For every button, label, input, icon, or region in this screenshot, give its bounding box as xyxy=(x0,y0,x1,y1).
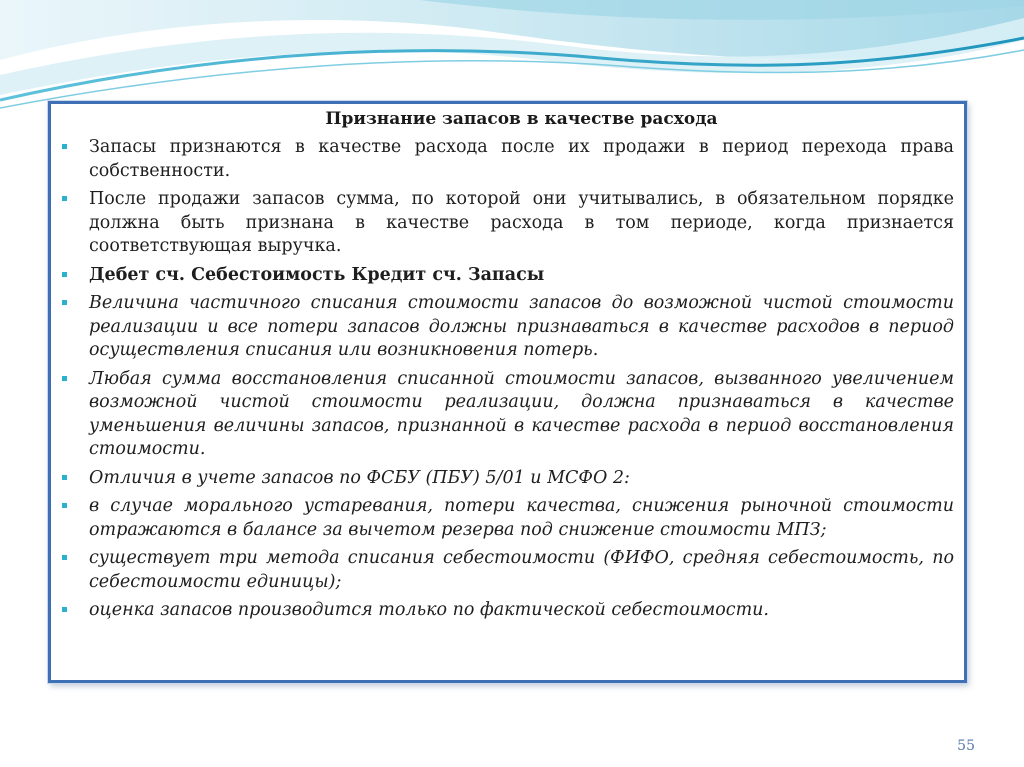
list-item: Запасы признаются в качестве расхода после их продажи в период перехода права собственности. xyxy=(89,136,954,183)
list-item: в случае морального устаревания, потери качества, снижения рыночной стоимости отражаются в балансе за вычетом резерва под снижение стоимости МПЗ; xyxy=(89,495,954,542)
list-item: Любая сумма восстановления списанной стоимости запасов, вызванного увеличением возможной чистой стоимости реализации, должна признаваться в качестве уменьшения величины запасов, признанной в качестве расхода в период восстановления стоимости. xyxy=(89,368,954,462)
slide-title: Признание запасов в качестве расхода xyxy=(325,109,718,129)
list-item: После продажи запасов сумма, по которой они учитывались, в обязательном порядке должна быть признана в качестве расхода в том периоде, когда признается соответствующая выручка. xyxy=(89,188,954,259)
bullet-icon xyxy=(62,503,67,508)
list-item: Отличия в учете запасов по ФСБУ (ПБУ) 5/01 и МСФО 2: xyxy=(89,467,954,491)
bullet-icon xyxy=(62,555,67,560)
bullet-icon xyxy=(62,300,67,305)
bullet-list xyxy=(89,136,954,623)
bullet-icon xyxy=(62,376,67,381)
list-item: Величина частичного списания стоимости запасов до возможной чистой стоимости реализации и все потери запасов должны признаваться в качестве расходов в период осуществления списания или возникновения потерь. xyxy=(89,292,954,363)
list-item: существует три метода списания себестоимости (ФИФО, средняя себестоимость, по себестоимости единицы); xyxy=(89,547,954,594)
bullet-icon xyxy=(62,144,67,149)
bullet-icon xyxy=(62,196,67,201)
bullet-icon xyxy=(62,272,67,277)
content-box xyxy=(48,101,967,683)
decorative-wave-header xyxy=(0,0,1024,115)
list-item-journal-entry: Дебет сч. Себестоимость Кредит сч. Запасы xyxy=(89,264,954,288)
bullet-icon xyxy=(62,607,67,612)
bullet-icon xyxy=(62,475,67,480)
list-item: оценка запасов производится только по фактической себестоимости. xyxy=(89,599,954,623)
page-number: 55 xyxy=(957,738,975,754)
